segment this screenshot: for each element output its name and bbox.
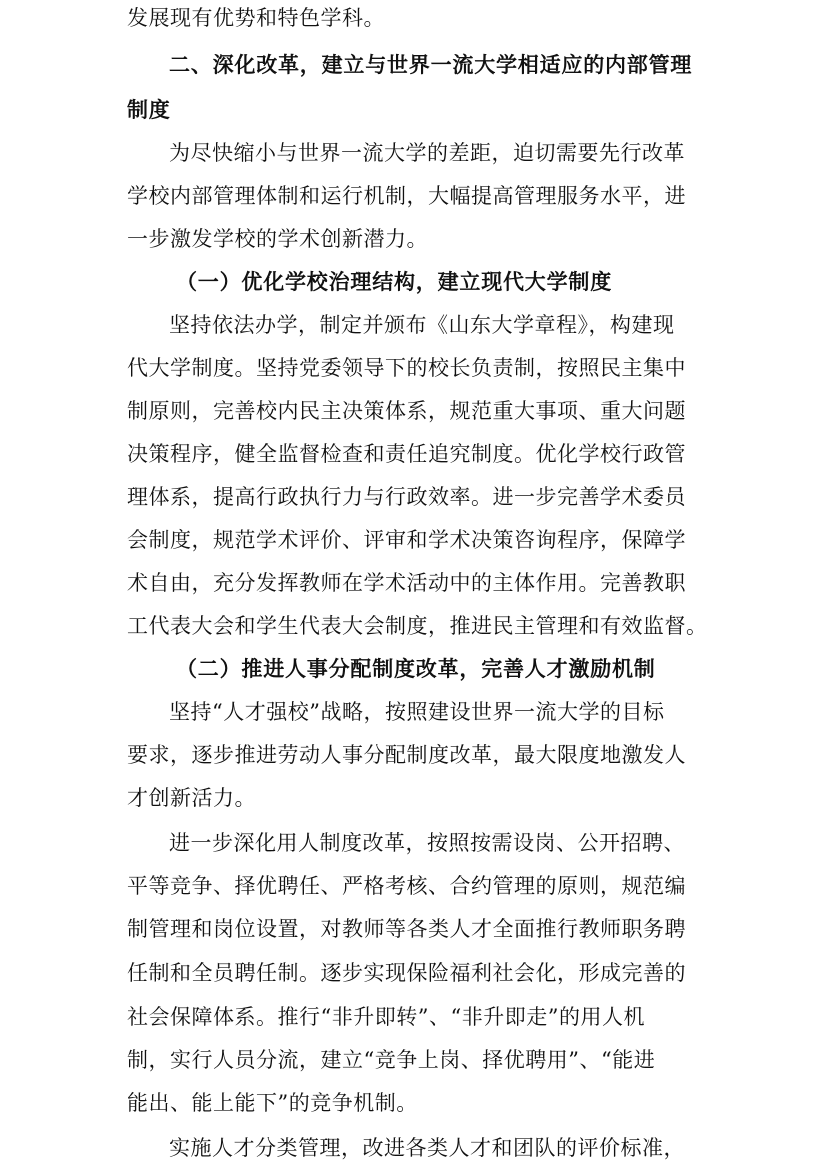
paragraph-line: 实施人才分类管理，改进各类人才和团队的评价标准， — [169, 1136, 685, 1160]
paragraph-line: 代大学制度。坚持党委领导下的校长负责制，按照民主集中 — [127, 356, 686, 380]
paragraph-line: 进一步深化用人制度改革，按照按需设岗、公开招聘、 — [169, 831, 685, 855]
paragraph-line: 要求，逐步推进劳动人事分配制度改革，最大限度地激发人 — [127, 743, 686, 767]
subsection-heading: （二）推进人事分配制度改革，完善人才激励机制 — [176, 657, 656, 681]
paragraph-line: 平等竞争、择优聘任、严格考核、合约管理的原则，规范编 — [127, 874, 686, 898]
paragraph-line: 制原则，完善校内民主决策体系，规范重大事项、重大问题 — [127, 399, 686, 423]
section-heading: 二、深化改革，建立与世界一流大学相适应的内部管理 — [169, 53, 693, 77]
paragraph-line: 为尽快缩小与世界一流大学的差距，迫切需要先行改革 — [169, 141, 685, 165]
paragraph-line: 才创新活力。 — [127, 786, 256, 810]
paragraph-line: 一步激发学校的学术创新潜力。 — [127, 227, 428, 251]
paragraph-line: 发展现有优势和特色学科。 — [127, 6, 385, 30]
paragraph-line: 制，实行人员分流，建立“竞争上岗、择优聘用”、“能进 — [127, 1048, 656, 1072]
paragraph-line: 社会保障体系。推行“非升即转”、“非升即走”的用人机 — [127, 1005, 645, 1029]
paragraph-line: 坚持“人才强校”战略，按照建设世界一流大学的目标 — [169, 700, 665, 724]
paragraph-line: 会制度，规范学术评价、评审和学术决策咨询程序，保障学 — [127, 528, 686, 552]
paragraph-line: 能出、能上能下”的竞争机制。 — [127, 1091, 418, 1115]
paragraph-line: 理体系，提高行政执行力与行政效率。进一步完善学术委员 — [127, 485, 686, 509]
subsection-heading: （一）优化学校治理结构，建立现代大学制度 — [176, 270, 612, 294]
paragraph-line: 决策程序，健全监督检查和责任追究制度。优化学校行政管 — [127, 442, 686, 466]
paragraph-line: 学校内部管理体制和运行机制，大幅提高管理服务水平，进 — [127, 184, 686, 208]
paragraph-line: 任制和全员聘任制。逐步实现保险福利社会化，形成完善的 — [127, 961, 686, 985]
paragraph-line: 制管理和岗位设置，对教师等各类人才全面推行教师职务聘 — [127, 917, 686, 941]
paragraph-line: 工代表大会和学生代表大会制度，推进民主管理和有效监督。 — [127, 614, 708, 638]
paragraph-line: 坚持依法办学，制定并颁布《山东大学章程》，构建现 — [169, 313, 675, 337]
paragraph-line: 术自由，充分发挥教师在学术活动中的主体作用。完善教职 — [127, 571, 686, 595]
section-heading-continued: 制度 — [127, 98, 171, 122]
